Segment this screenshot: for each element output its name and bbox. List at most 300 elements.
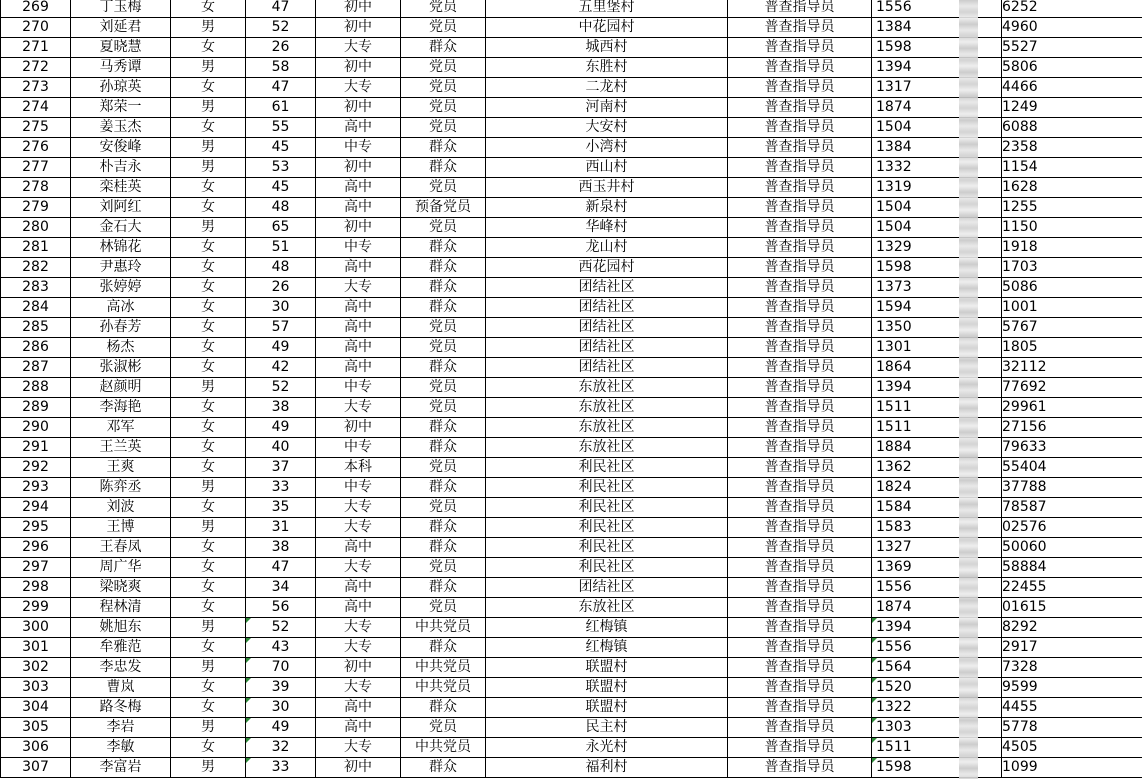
cell-phone-prefix[interactable]: 1362 — [872, 458, 1002, 478]
cell-phone-suffix[interactable]: 79633 — [1002, 438, 1142, 458]
cell-age[interactable]: 33 — [246, 478, 316, 498]
cell-name[interactable]: 安俊峰 — [71, 138, 171, 158]
cell-age[interactable]: 48 — [246, 258, 316, 278]
cell-village[interactable]: 东放社区 — [486, 378, 728, 398]
cell-gender[interactable]: 女 — [171, 258, 246, 278]
cell-phone-suffix[interactable]: 2917 — [1002, 638, 1142, 658]
cell-education[interactable]: 大专 — [316, 558, 401, 578]
cell-name[interactable]: 邓军 — [71, 418, 171, 438]
cell-village[interactable]: 永光村 — [486, 738, 728, 758]
cell-education[interactable]: 中专 — [316, 438, 401, 458]
cell-name[interactable]: 张婷婷 — [71, 278, 171, 298]
cell-political-status[interactable]: 党员 — [401, 458, 486, 478]
cell-phone-suffix[interactable]: 5527 — [1002, 38, 1142, 58]
cell-village[interactable]: 东放社区 — [486, 418, 728, 438]
cell-name[interactable]: 周广华 — [71, 558, 171, 578]
cell-village[interactable]: 大安村 — [486, 118, 728, 138]
cell-position[interactable]: 普查指导员 — [728, 658, 872, 678]
cell-village[interactable]: 团结社区 — [486, 318, 728, 338]
cell-education[interactable]: 初中 — [316, 218, 401, 238]
cell-phone-prefix[interactable]: 1350 — [872, 318, 1002, 338]
cell-phone-suffix[interactable]: 6252 — [1002, 0, 1142, 18]
cell-phone-suffix[interactable]: 1703 — [1002, 258, 1142, 278]
cell-age[interactable]: 26 — [246, 278, 316, 298]
cell-phone-prefix[interactable]: 1564 — [872, 658, 1002, 678]
cell-political-status[interactable]: 党员 — [401, 18, 486, 38]
cell-age[interactable]: 38 — [246, 538, 316, 558]
cell-phone-prefix[interactable]: 1332 — [872, 158, 1002, 178]
cell-phone-suffix[interactable]: 9599 — [1002, 678, 1142, 698]
cell-village[interactable]: 小湾村 — [486, 138, 728, 158]
cell-village[interactable]: 团结社区 — [486, 338, 728, 358]
cell-row-number[interactable]: 277 — [1, 158, 71, 178]
cell-position[interactable]: 普查指导员 — [728, 158, 872, 178]
cell-village[interactable]: 五里堡村 — [486, 0, 728, 18]
cell-row-number[interactable]: 280 — [1, 218, 71, 238]
cell-position[interactable]: 普查指导员 — [728, 98, 872, 118]
cell-row-number[interactable]: 295 — [1, 518, 71, 538]
cell-age[interactable]: 49 — [246, 338, 316, 358]
cell-political-status[interactable]: 党员 — [401, 598, 486, 618]
cell-education[interactable]: 中专 — [316, 238, 401, 258]
cell-phone-prefix[interactable]: 1598 — [872, 758, 1002, 778]
cell-name[interactable]: 李富岩 — [71, 758, 171, 778]
cell-political-status[interactable]: 党员 — [401, 218, 486, 238]
cell-gender[interactable]: 男 — [171, 218, 246, 238]
cell-row-number[interactable]: 278 — [1, 178, 71, 198]
cell-gender[interactable]: 女 — [171, 278, 246, 298]
cell-gender[interactable]: 女 — [171, 0, 246, 18]
cell-village[interactable]: 民主村 — [486, 718, 728, 738]
cell-gender[interactable]: 女 — [171, 438, 246, 458]
cell-phone-suffix[interactable]: 01615 — [1002, 598, 1142, 618]
cell-phone-prefix[interactable]: 1369 — [872, 558, 1002, 578]
cell-position[interactable]: 普查指导员 — [728, 178, 872, 198]
cell-village[interactable]: 联盟村 — [486, 678, 728, 698]
cell-age[interactable]: 31 — [246, 518, 316, 538]
cell-row-number[interactable]: 296 — [1, 538, 71, 558]
cell-political-status[interactable]: 群众 — [401, 538, 486, 558]
cell-phone-prefix[interactable]: 1511 — [872, 738, 1002, 758]
cell-gender[interactable]: 女 — [171, 78, 246, 98]
cell-phone-prefix[interactable]: 1327 — [872, 538, 1002, 558]
cell-position[interactable]: 普查指导员 — [728, 638, 872, 658]
cell-age[interactable]: 45 — [246, 138, 316, 158]
cell-village[interactable]: 城西村 — [486, 38, 728, 58]
cell-education[interactable]: 高中 — [316, 198, 401, 218]
cell-age[interactable]: 52 — [246, 18, 316, 38]
cell-row-number[interactable]: 307 — [1, 758, 71, 778]
cell-position[interactable]: 普查指导员 — [728, 138, 872, 158]
cell-education[interactable]: 大专 — [316, 398, 401, 418]
cell-phone-prefix[interactable]: 1394 — [872, 378, 1002, 398]
cell-row-number[interactable]: 291 — [1, 438, 71, 458]
cell-row-number[interactable]: 274 — [1, 98, 71, 118]
cell-phone-suffix[interactable]: 58884 — [1002, 558, 1142, 578]
cell-political-status[interactable]: 党员 — [401, 398, 486, 418]
cell-position[interactable]: 普查指导员 — [728, 498, 872, 518]
cell-row-number[interactable]: 285 — [1, 318, 71, 338]
cell-age[interactable]: 40 — [246, 438, 316, 458]
cell-row-number[interactable]: 289 — [1, 398, 71, 418]
cell-phone-suffix[interactable]: 77692 — [1002, 378, 1142, 398]
cell-age[interactable]: 55 — [246, 118, 316, 138]
cell-village[interactable]: 利民社区 — [486, 538, 728, 558]
cell-phone-suffix[interactable]: 32112 — [1002, 358, 1142, 378]
cell-phone-prefix[interactable]: 1322 — [872, 698, 1002, 718]
cell-phone-suffix[interactable]: 1249 — [1002, 98, 1142, 118]
cell-name[interactable]: 马秀谭 — [71, 58, 171, 78]
cell-village[interactable]: 龙山村 — [486, 238, 728, 258]
cell-row-number[interactable]: 269 — [1, 0, 71, 18]
cell-political-status[interactable]: 群众 — [401, 278, 486, 298]
cell-position[interactable]: 普查指导员 — [728, 518, 872, 538]
cell-phone-suffix[interactable]: 7328 — [1002, 658, 1142, 678]
cell-row-number[interactable]: 304 — [1, 698, 71, 718]
cell-name[interactable]: 刘延君 — [71, 18, 171, 38]
cell-phone-suffix[interactable]: 78587 — [1002, 498, 1142, 518]
cell-education[interactable]: 高中 — [316, 698, 401, 718]
cell-education[interactable]: 初中 — [316, 418, 401, 438]
cell-phone-suffix[interactable]: 02576 — [1002, 518, 1142, 538]
cell-gender[interactable]: 女 — [171, 298, 246, 318]
cell-age[interactable]: 30 — [246, 298, 316, 318]
cell-political-status[interactable]: 党员 — [401, 0, 486, 18]
cell-row-number[interactable]: 275 — [1, 118, 71, 138]
cell-village[interactable]: 利民社区 — [486, 518, 728, 538]
cell-phone-suffix[interactable]: 37788 — [1002, 478, 1142, 498]
cell-position[interactable]: 普查指导员 — [728, 58, 872, 78]
cell-political-status[interactable]: 党员 — [401, 98, 486, 118]
cell-phone-prefix[interactable]: 1317 — [872, 78, 1002, 98]
cell-phone-suffix[interactable]: 1150 — [1002, 218, 1142, 238]
cell-name[interactable]: 陈弈丞 — [71, 478, 171, 498]
cell-position[interactable]: 普查指导员 — [728, 678, 872, 698]
cell-gender[interactable]: 女 — [171, 678, 246, 698]
cell-row-number[interactable]: 271 — [1, 38, 71, 58]
cell-village[interactable]: 西玉井村 — [486, 178, 728, 198]
cell-education[interactable]: 高中 — [316, 258, 401, 278]
cell-village[interactable]: 西山村 — [486, 158, 728, 178]
cell-village[interactable]: 团结社区 — [486, 358, 728, 378]
cell-political-status[interactable]: 党员 — [401, 58, 486, 78]
cell-phone-prefix[interactable]: 1303 — [872, 718, 1002, 738]
cell-age[interactable]: 47 — [246, 0, 316, 18]
cell-name[interactable]: 牟雅范 — [71, 638, 171, 658]
cell-education[interactable]: 中专 — [316, 478, 401, 498]
cell-gender[interactable]: 男 — [171, 378, 246, 398]
cell-phone-suffix[interactable]: 50060 — [1002, 538, 1142, 558]
cell-row-number[interactable]: 294 — [1, 498, 71, 518]
cell-name[interactable]: 李敏 — [71, 738, 171, 758]
cell-age[interactable]: 26 — [246, 38, 316, 58]
cell-gender[interactable]: 女 — [171, 238, 246, 258]
cell-phone-suffix[interactable]: 5806 — [1002, 58, 1142, 78]
cell-phone-suffix[interactable]: 8292 — [1002, 618, 1142, 638]
cell-education[interactable]: 大专 — [316, 38, 401, 58]
cell-position[interactable]: 普查指导员 — [728, 458, 872, 478]
cell-gender[interactable]: 女 — [171, 538, 246, 558]
cell-position[interactable]: 普查指导员 — [728, 0, 872, 18]
cell-gender[interactable]: 女 — [171, 358, 246, 378]
cell-phone-prefix[interactable]: 1384 — [872, 138, 1002, 158]
cell-political-status[interactable]: 群众 — [401, 258, 486, 278]
cell-position[interactable]: 普查指导员 — [728, 198, 872, 218]
cell-name[interactable]: 杨杰 — [71, 338, 171, 358]
cell-education[interactable]: 初中 — [316, 98, 401, 118]
cell-political-status[interactable]: 群众 — [401, 698, 486, 718]
cell-name[interactable]: 李忠发 — [71, 658, 171, 678]
cell-gender[interactable]: 男 — [171, 98, 246, 118]
cell-name[interactable]: 王春凤 — [71, 538, 171, 558]
cell-phone-suffix[interactable]: 1918 — [1002, 238, 1142, 258]
cell-education[interactable]: 中专 — [316, 378, 401, 398]
cell-name[interactable]: 姚旭东 — [71, 618, 171, 638]
cell-row-number[interactable]: 297 — [1, 558, 71, 578]
cell-gender[interactable]: 女 — [171, 338, 246, 358]
cell-phone-suffix[interactable]: 1154 — [1002, 158, 1142, 178]
cell-education[interactable]: 高中 — [316, 578, 401, 598]
cell-position[interactable]: 普查指导员 — [728, 298, 872, 318]
cell-education[interactable]: 本科 — [316, 458, 401, 478]
cell-phone-prefix[interactable]: 1583 — [872, 518, 1002, 538]
cell-age[interactable]: 56 — [246, 598, 316, 618]
cell-phone-suffix[interactable]: 5086 — [1002, 278, 1142, 298]
cell-name[interactable]: 金石大 — [71, 218, 171, 238]
cell-education[interactable]: 高中 — [316, 298, 401, 318]
cell-phone-prefix[interactable]: 1556 — [872, 578, 1002, 598]
cell-position[interactable]: 普查指导员 — [728, 218, 872, 238]
cell-education[interactable]: 初中 — [316, 758, 401, 778]
cell-row-number[interactable]: 287 — [1, 358, 71, 378]
cell-education[interactable]: 初中 — [316, 658, 401, 678]
cell-phone-prefix[interactable]: 1584 — [872, 498, 1002, 518]
cell-position[interactable]: 普查指导员 — [728, 598, 872, 618]
cell-education[interactable]: 大专 — [316, 738, 401, 758]
cell-position[interactable]: 普查指导员 — [728, 398, 872, 418]
cell-row-number[interactable]: 273 — [1, 78, 71, 98]
cell-education[interactable]: 大专 — [316, 638, 401, 658]
cell-position[interactable]: 普查指导员 — [728, 38, 872, 58]
cell-age[interactable]: 38 — [246, 398, 316, 418]
cell-gender[interactable]: 男 — [171, 518, 246, 538]
cell-phone-suffix[interactable]: 1255 — [1002, 198, 1142, 218]
cell-age[interactable]: 30 — [246, 698, 316, 718]
cell-village[interactable]: 西花园村 — [486, 258, 728, 278]
cell-political-status[interactable]: 群众 — [401, 578, 486, 598]
cell-phone-suffix[interactable]: 1805 — [1002, 338, 1142, 358]
cell-political-status[interactable]: 预备党员 — [401, 198, 486, 218]
cell-row-number[interactable]: 290 — [1, 418, 71, 438]
cell-position[interactable]: 普查指导员 — [728, 478, 872, 498]
cell-phone-prefix[interactable]: 1319 — [872, 178, 1002, 198]
cell-row-number[interactable]: 281 — [1, 238, 71, 258]
cell-phone-prefix[interactable]: 1504 — [872, 198, 1002, 218]
cell-row-number[interactable]: 301 — [1, 638, 71, 658]
cell-name[interactable]: 高冰 — [71, 298, 171, 318]
cell-age[interactable]: 52 — [246, 378, 316, 398]
cell-row-number[interactable]: 284 — [1, 298, 71, 318]
cell-row-number[interactable]: 286 — [1, 338, 71, 358]
cell-gender[interactable]: 女 — [171, 458, 246, 478]
cell-phone-suffix[interactable]: 1628 — [1002, 178, 1142, 198]
cell-name[interactable]: 尹惠玲 — [71, 258, 171, 278]
cell-gender[interactable]: 女 — [171, 598, 246, 618]
cell-political-status[interactable]: 党员 — [401, 378, 486, 398]
cell-village[interactable]: 中花园村 — [486, 18, 728, 38]
cell-age[interactable]: 47 — [246, 78, 316, 98]
cell-education[interactable]: 初中 — [316, 58, 401, 78]
cell-phone-prefix[interactable]: 1329 — [872, 238, 1002, 258]
cell-village[interactable]: 华峰村 — [486, 218, 728, 238]
cell-name[interactable]: 孙春芳 — [71, 318, 171, 338]
cell-name[interactable]: 姜玉杰 — [71, 118, 171, 138]
cell-gender[interactable]: 男 — [171, 478, 246, 498]
cell-position[interactable]: 普查指导员 — [728, 378, 872, 398]
cell-position[interactable]: 普查指导员 — [728, 278, 872, 298]
cell-name[interactable]: 王博 — [71, 518, 171, 538]
cell-row-number[interactable]: 300 — [1, 618, 71, 638]
cell-age[interactable]: 39 — [246, 678, 316, 698]
cell-position[interactable]: 普查指导员 — [728, 738, 872, 758]
cell-gender[interactable]: 男 — [171, 658, 246, 678]
cell-political-status[interactable]: 党员 — [401, 118, 486, 138]
cell-name[interactable]: 孙琼英 — [71, 78, 171, 98]
cell-education[interactable]: 大专 — [316, 678, 401, 698]
cell-phone-suffix[interactable]: 27156 — [1002, 418, 1142, 438]
cell-position[interactable]: 普查指导员 — [728, 358, 872, 378]
cell-phone-suffix[interactable]: 1099 — [1002, 758, 1142, 778]
cell-position[interactable]: 普查指导员 — [728, 258, 872, 278]
cell-gender[interactable]: 男 — [171, 758, 246, 778]
cell-phone-suffix[interactable]: 4466 — [1002, 78, 1142, 98]
cell-gender[interactable]: 男 — [171, 158, 246, 178]
cell-gender[interactable]: 男 — [171, 138, 246, 158]
cell-education[interactable]: 高中 — [316, 318, 401, 338]
cell-phone-prefix[interactable]: 1394 — [872, 618, 1002, 638]
cell-phone-suffix[interactable]: 5778 — [1002, 718, 1142, 738]
cell-name[interactable]: 李岩 — [71, 718, 171, 738]
cell-age[interactable]: 47 — [246, 558, 316, 578]
cell-position[interactable]: 普查指导员 — [728, 338, 872, 358]
cell-political-status[interactable]: 群众 — [401, 38, 486, 58]
cell-age[interactable]: 49 — [246, 718, 316, 738]
cell-gender[interactable]: 女 — [171, 578, 246, 598]
cell-phone-suffix[interactable]: 2358 — [1002, 138, 1142, 158]
cell-political-status[interactable]: 群众 — [401, 418, 486, 438]
cell-phone-suffix[interactable]: 4505 — [1002, 738, 1142, 758]
cell-row-number[interactable]: 306 — [1, 738, 71, 758]
cell-age[interactable]: 53 — [246, 158, 316, 178]
cell-name[interactable]: 路冬梅 — [71, 698, 171, 718]
cell-position[interactable]: 普查指导员 — [728, 758, 872, 778]
cell-education[interactable]: 中专 — [316, 138, 401, 158]
cell-village[interactable]: 利民社区 — [486, 498, 728, 518]
cell-education[interactable]: 高中 — [316, 718, 401, 738]
cell-phone-prefix[interactable]: 1874 — [872, 598, 1002, 618]
cell-village[interactable]: 东放社区 — [486, 398, 728, 418]
cell-age[interactable]: 35 — [246, 498, 316, 518]
cell-village[interactable]: 福利村 — [486, 758, 728, 778]
cell-phone-prefix[interactable]: 1301 — [872, 338, 1002, 358]
cell-education[interactable]: 大专 — [316, 278, 401, 298]
cell-row-number[interactable]: 272 — [1, 58, 71, 78]
cell-gender[interactable]: 女 — [171, 118, 246, 138]
cell-position[interactable]: 普查指导员 — [728, 318, 872, 338]
cell-name[interactable]: 赵颜明 — [71, 378, 171, 398]
cell-gender[interactable]: 男 — [171, 18, 246, 38]
cell-row-number[interactable]: 276 — [1, 138, 71, 158]
cell-village[interactable]: 联盟村 — [486, 658, 728, 678]
cell-political-status[interactable]: 党员 — [401, 558, 486, 578]
cell-row-number[interactable]: 293 — [1, 478, 71, 498]
cell-village[interactable]: 东胜村 — [486, 58, 728, 78]
cell-gender[interactable]: 女 — [171, 498, 246, 518]
cell-phone-prefix[interactable]: 1520 — [872, 678, 1002, 698]
cell-gender[interactable]: 女 — [171, 558, 246, 578]
cell-gender[interactable]: 女 — [171, 178, 246, 198]
cell-village[interactable]: 二龙村 — [486, 78, 728, 98]
cell-position[interactable]: 普查指导员 — [728, 718, 872, 738]
cell-phone-prefix[interactable]: 1864 — [872, 358, 1002, 378]
cell-name[interactable]: 郑荣一 — [71, 98, 171, 118]
cell-row-number[interactable]: 298 — [1, 578, 71, 598]
cell-row-number[interactable]: 270 — [1, 18, 71, 38]
cell-age[interactable]: 42 — [246, 358, 316, 378]
cell-age[interactable]: 32 — [246, 738, 316, 758]
cell-phone-suffix[interactable]: 6088 — [1002, 118, 1142, 138]
cell-phone-prefix[interactable]: 1556 — [872, 0, 1002, 18]
cell-position[interactable]: 普查指导员 — [728, 418, 872, 438]
cell-education[interactable]: 高中 — [316, 598, 401, 618]
cell-phone-prefix[interactable]: 1824 — [872, 478, 1002, 498]
cell-age[interactable]: 65 — [246, 218, 316, 238]
cell-political-status[interactable]: 群众 — [401, 238, 486, 258]
cell-political-status[interactable]: 群众 — [401, 158, 486, 178]
cell-phone-suffix[interactable]: 1001 — [1002, 298, 1142, 318]
cell-row-number[interactable]: 282 — [1, 258, 71, 278]
cell-name[interactable]: 刘波 — [71, 498, 171, 518]
cell-village[interactable]: 红梅镇 — [486, 638, 728, 658]
cell-political-status[interactable]: 党员 — [401, 318, 486, 338]
cell-political-status[interactable]: 党员 — [401, 78, 486, 98]
cell-name[interactable]: 刘阿红 — [71, 198, 171, 218]
cell-age[interactable]: 61 — [246, 98, 316, 118]
cell-position[interactable]: 普查指导员 — [728, 238, 872, 258]
cell-education[interactable]: 大专 — [316, 618, 401, 638]
cell-phone-prefix[interactable]: 1504 — [872, 218, 1002, 238]
cell-position[interactable]: 普查指导员 — [728, 538, 872, 558]
cell-position[interactable]: 普查指导员 — [728, 438, 872, 458]
cell-age[interactable]: 34 — [246, 578, 316, 598]
cell-age[interactable]: 51 — [246, 238, 316, 258]
cell-row-number[interactable]: 279 — [1, 198, 71, 218]
cell-position[interactable]: 普查指导员 — [728, 618, 872, 638]
cell-gender[interactable]: 男 — [171, 618, 246, 638]
cell-row-number[interactable]: 302 — [1, 658, 71, 678]
cell-phone-prefix[interactable]: 1874 — [872, 98, 1002, 118]
cell-gender[interactable]: 女 — [171, 398, 246, 418]
cell-village[interactable]: 利民社区 — [486, 458, 728, 478]
cell-education[interactable]: 大专 — [316, 518, 401, 538]
cell-position[interactable]: 普查指导员 — [728, 698, 872, 718]
cell-village[interactable]: 团结社区 — [486, 298, 728, 318]
cell-education[interactable]: 高中 — [316, 538, 401, 558]
cell-row-number[interactable]: 288 — [1, 378, 71, 398]
cell-phone-suffix[interactable]: 22455 — [1002, 578, 1142, 598]
cell-gender[interactable]: 男 — [171, 58, 246, 78]
cell-village[interactable]: 利民社区 — [486, 478, 728, 498]
